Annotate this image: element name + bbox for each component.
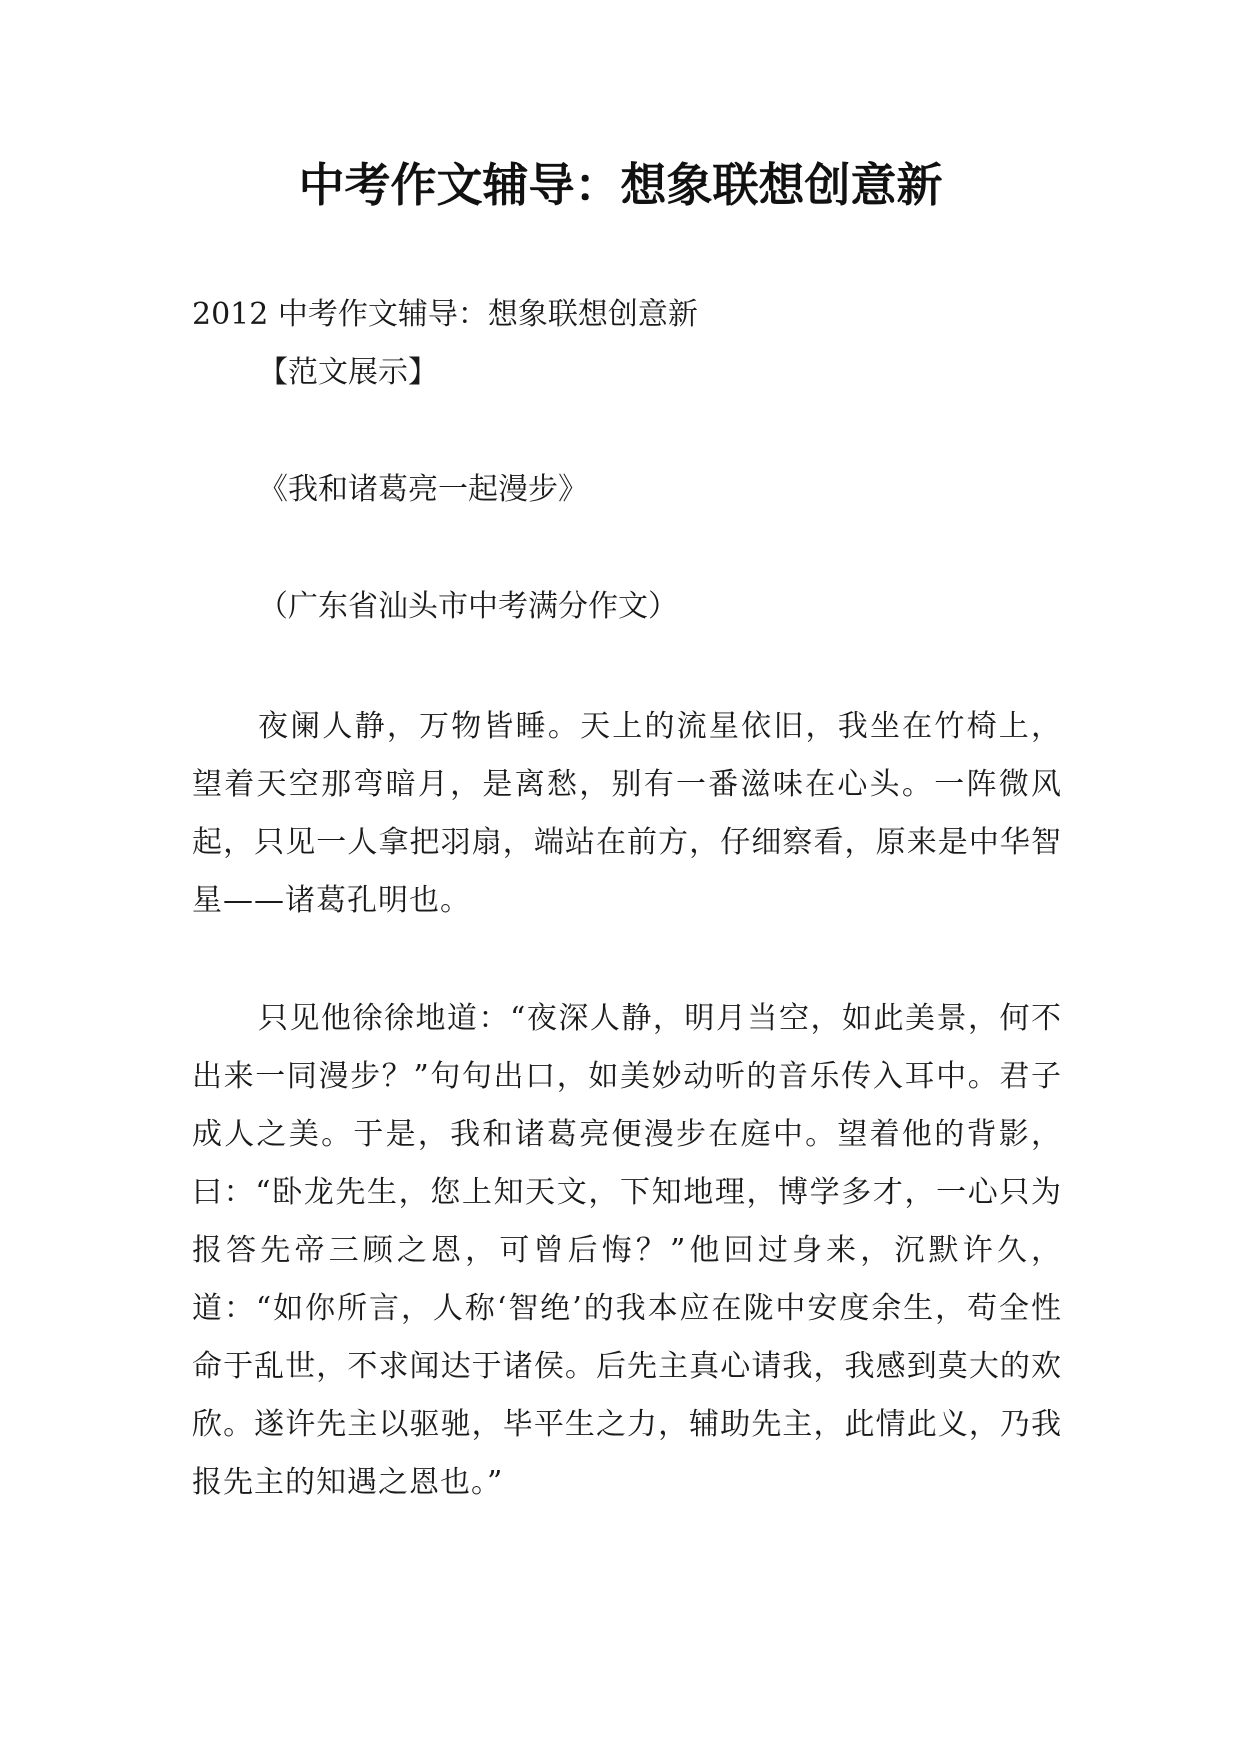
- essay-title: 《我和诸葛亮一起漫步》: [258, 472, 588, 507]
- document-subtitle: 2012 中考作文辅导：想象联想创意新: [192, 297, 698, 332]
- essay-paragraph-2: 只见他徐徐地道：“夜深人静，明月当空，如此美景，何不出来一同漫步？”句句出口，如美妙动听的音乐传入耳中。君子成人之美。于是，我和诸葛亮便漫步在庭中。望着他的背影，曰：“卧龙先生，您上知天文，下知地理，博学多才，一心只为报答先帝三顾之恩，可曾后悔？”他回过身来，沉默许久，道：“如你所言，人称‘智绝’的我本应在陇中安度余生，苟全性命于乱世，不求闻达于诸侯。后先主真心请我，我感到莫大的欢欣。遂许先主以驱驰，毕平生之力，辅助先主，此情此义，乃我报先主的知遇之恩也。”: [192, 1001, 1062, 1500]
- essay-paragraph-1: 夜阑人静，万物皆睡。天上的流星依旧，我坐在竹椅上，望着天空那弯暗月，是离愁，别有一番滋味在心头。一阵微风起，只见一人拿把羽扇，端站在前方，仔细察看，原来是中华智星——诸葛孔明也。: [192, 709, 1062, 918]
- essay-source: （广东省汕头市中考满分作文）: [258, 589, 678, 624]
- document-title: 中考作文辅导：想象联想创意新: [298, 158, 943, 212]
- section-label: 【范文展示】: [258, 355, 438, 390]
